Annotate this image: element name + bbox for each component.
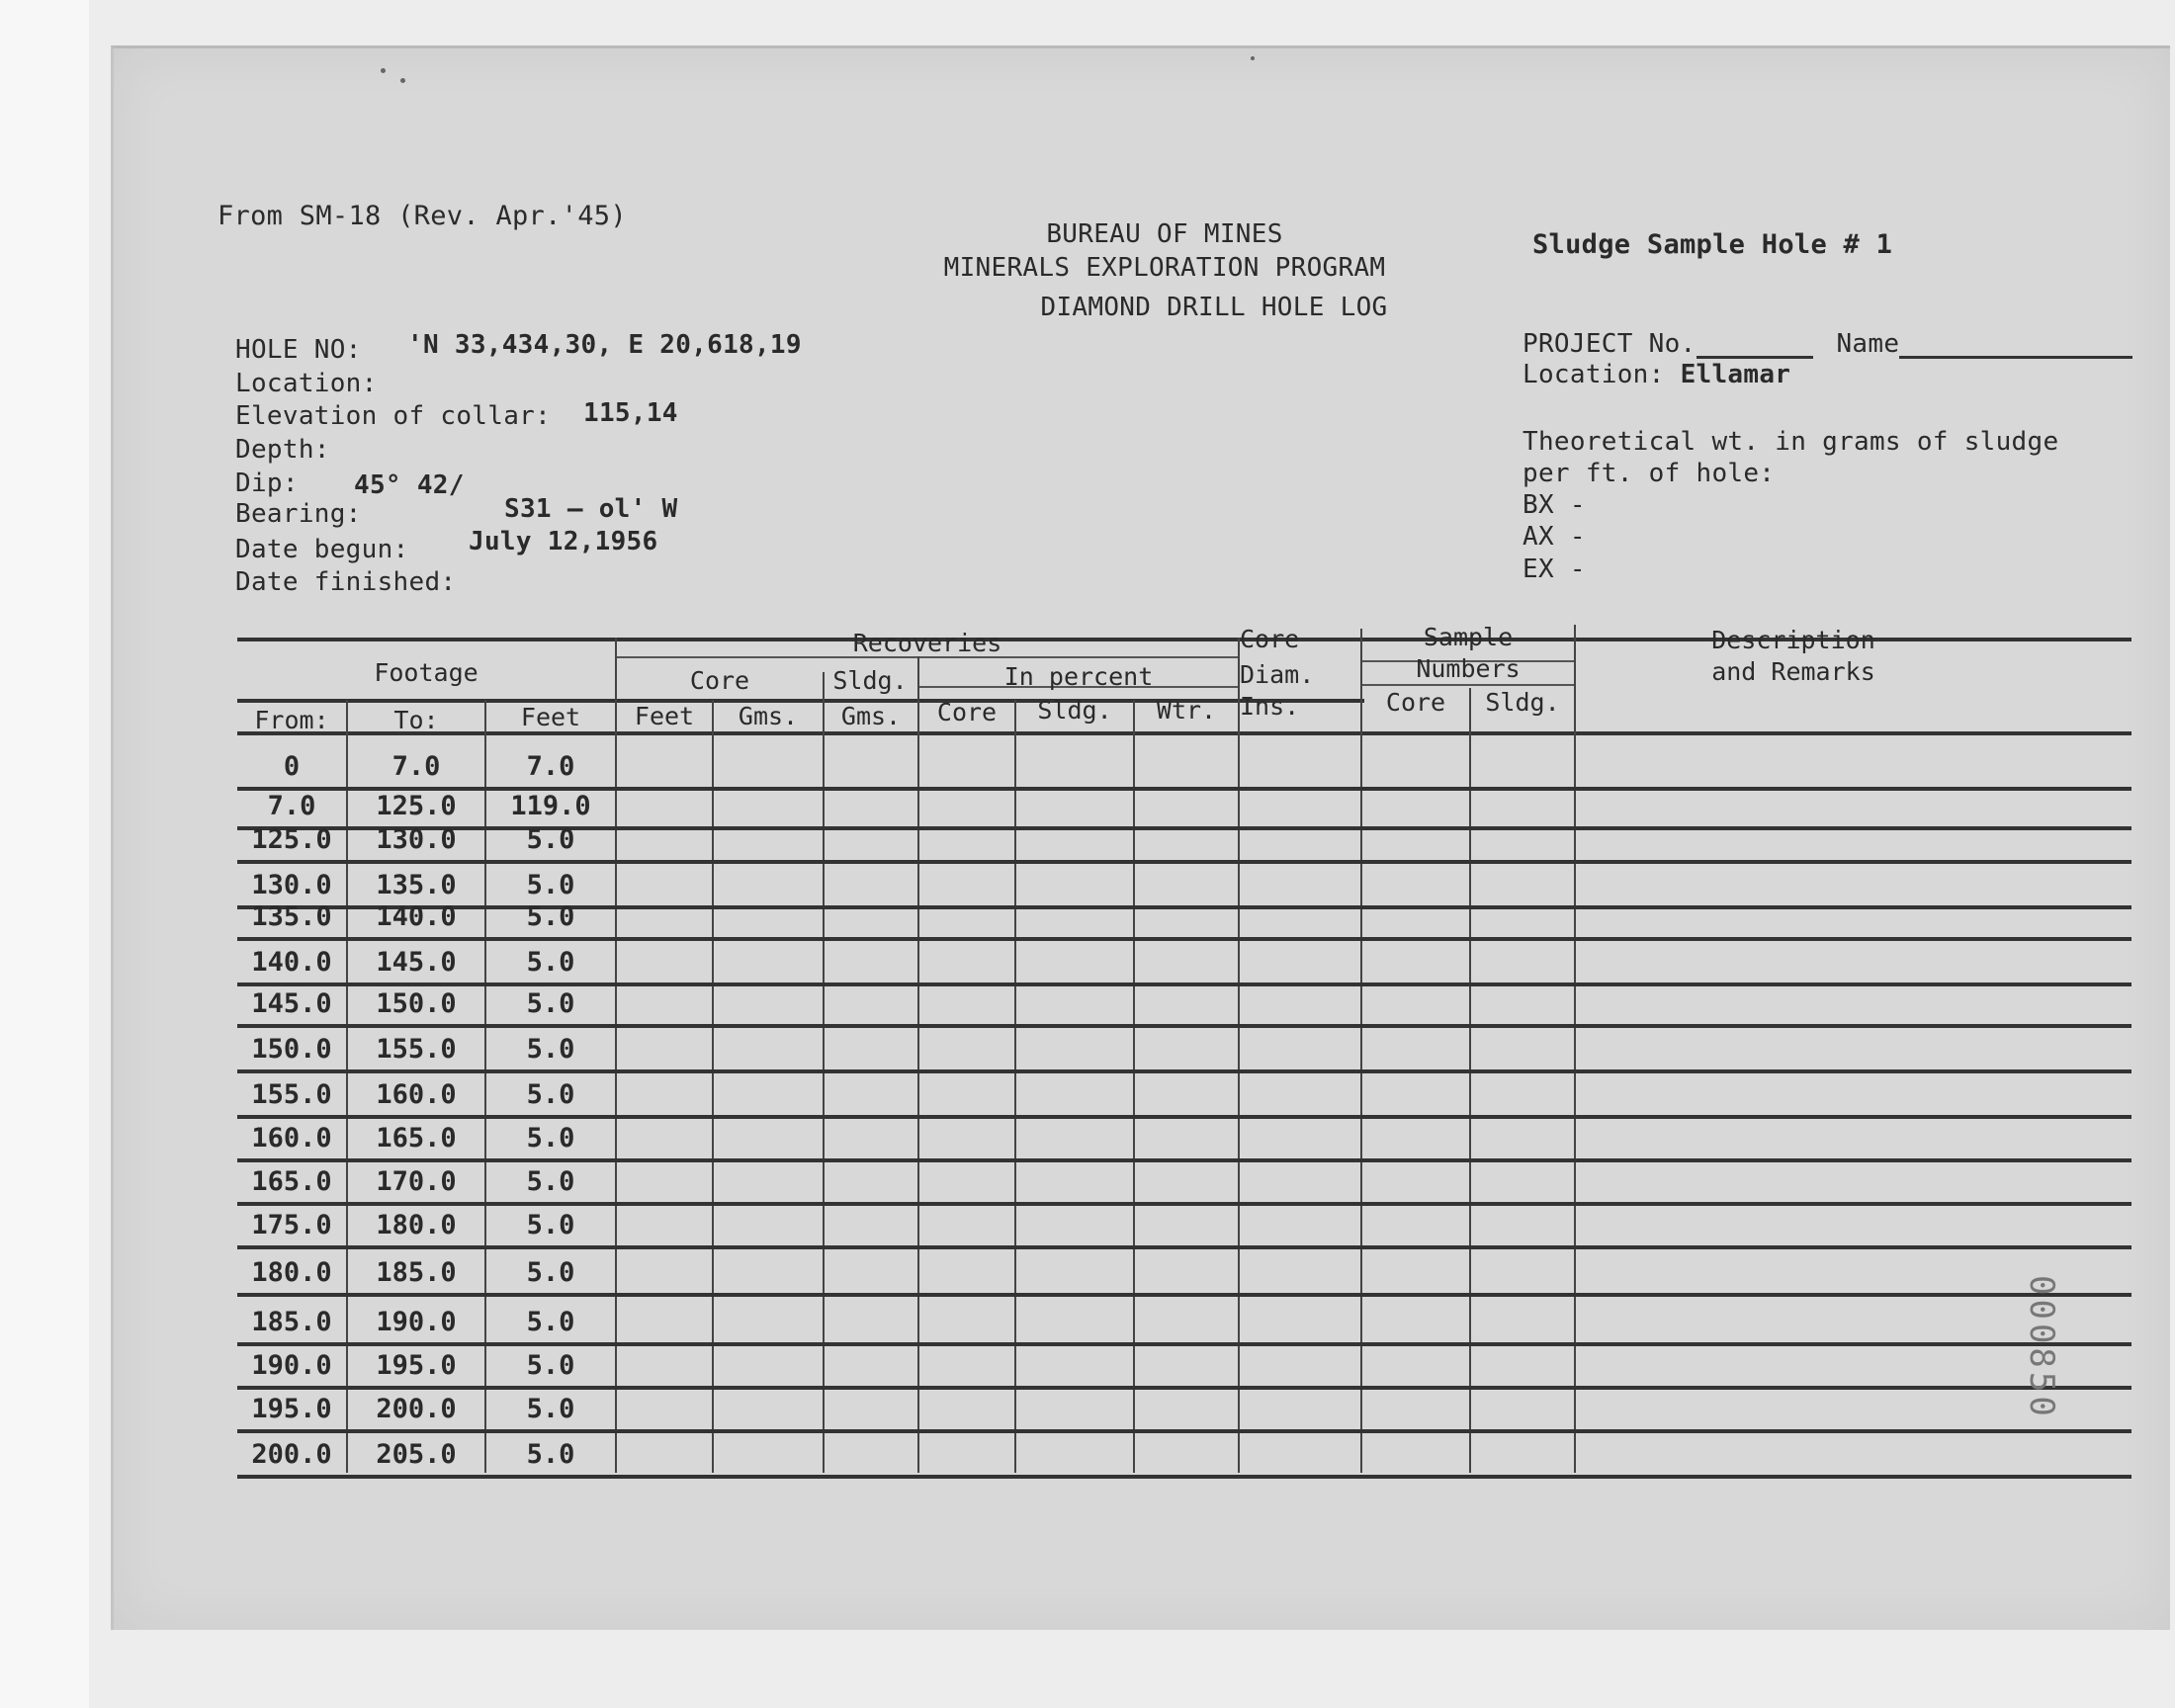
feet-header: Feet xyxy=(520,703,581,731)
date-begun-label: Date begun: xyxy=(235,535,409,564)
row-to: 195.0 xyxy=(376,1350,457,1381)
row-rule xyxy=(237,1245,2132,1249)
row-feet: 5.0 xyxy=(526,1123,575,1153)
elevation-value: 115,14 xyxy=(583,398,678,428)
from-header: From: xyxy=(254,706,329,734)
row-to: 180.0 xyxy=(376,1210,457,1240)
row-to: 170.0 xyxy=(376,1166,457,1197)
sample-title: Sludge Sample Hole # 1 xyxy=(1532,229,1893,260)
row-rule xyxy=(237,982,2132,986)
theoretical-bx: BX - xyxy=(1522,490,1586,520)
row-rule xyxy=(237,1386,2132,1390)
date-finished-label: Date finished: xyxy=(235,567,457,597)
theoretical-ax: AX - xyxy=(1522,522,1586,552)
core-group-header: Core xyxy=(689,666,750,695)
row-feet: 5.0 xyxy=(526,1439,575,1470)
pct-core-header: Core xyxy=(936,698,998,726)
project-location-value: Ellamar xyxy=(1680,360,1791,389)
recoveries-header: Recoveries xyxy=(852,629,1002,657)
theoretical-ex: EX - xyxy=(1522,555,1586,584)
col-divider xyxy=(1014,700,1016,1473)
row-feet: 7.0 xyxy=(526,751,575,782)
row-feet: 5.0 xyxy=(526,824,575,855)
bearing-label: Bearing: xyxy=(235,499,362,529)
row-from: 135.0 xyxy=(251,901,332,932)
col-divider xyxy=(615,638,617,1473)
col-divider xyxy=(1469,688,1471,1473)
row-from: 145.0 xyxy=(251,988,332,1019)
row-feet: 5.0 xyxy=(526,1350,575,1381)
row-from: 180.0 xyxy=(251,1257,332,1288)
speck-mark xyxy=(400,78,405,83)
row-to: 190.0 xyxy=(376,1307,457,1337)
row-to: 165.0 xyxy=(376,1123,457,1153)
project-location-label: Location: xyxy=(1522,360,1665,389)
sample-header-2: Numbers xyxy=(1416,654,1521,683)
row-rule xyxy=(237,1429,2132,1433)
project-no-field[interactable] xyxy=(1696,326,1813,359)
dip-label: Dip: xyxy=(235,469,299,498)
project-no-label: PROJECT No. xyxy=(1522,329,1696,359)
row-to: 135.0 xyxy=(376,870,457,900)
col-divider xyxy=(1133,700,1135,1473)
row-to: 145.0 xyxy=(376,947,457,978)
row-feet: 5.0 xyxy=(526,901,575,932)
sample-header-1: Sample xyxy=(1423,623,1514,651)
bearing-value: S31 – ol' W xyxy=(504,494,678,524)
col-divider xyxy=(1238,638,1240,1473)
row-rule xyxy=(237,1069,2132,1073)
row-from: 155.0 xyxy=(251,1079,332,1110)
numbers-rule xyxy=(1362,684,1574,686)
row-from: 200.0 xyxy=(251,1439,332,1470)
project-no-row xyxy=(1522,326,2132,359)
scan-margin xyxy=(0,0,89,1708)
num-sldg-header: Sldg. xyxy=(1485,688,1560,717)
row-from: 160.0 xyxy=(251,1123,332,1153)
core-diam-header-2: Diam. xyxy=(1240,660,1315,689)
col-divider xyxy=(712,700,714,1473)
header-bottom-rule xyxy=(237,731,2132,735)
row-from: 150.0 xyxy=(251,1034,332,1065)
row-rule xyxy=(237,1115,2132,1119)
row-to: 155.0 xyxy=(376,1034,457,1065)
row-to: 205.0 xyxy=(376,1439,457,1470)
description-header-1: Description xyxy=(1711,626,1875,654)
row-feet: 5.0 xyxy=(526,1307,575,1337)
date-begun-value: July 12,1956 xyxy=(469,527,658,556)
sldg-group-header: Sldg. xyxy=(832,666,908,695)
row-to: 140.0 xyxy=(376,901,457,932)
row-rule xyxy=(237,1475,2132,1479)
ins-header: Ins. xyxy=(1240,692,1300,721)
row-feet: 5.0 xyxy=(526,947,575,978)
speck-mark xyxy=(381,68,386,73)
row-to: 200.0 xyxy=(376,1394,457,1424)
row-rule xyxy=(237,1293,2132,1297)
col-divider xyxy=(917,656,919,1473)
name-label: Name xyxy=(1836,329,1900,359)
row-to: 160.0 xyxy=(376,1079,457,1110)
row-rule xyxy=(237,1202,2132,1206)
theoretical-line-1: Theoretical wt. in grams of sludge xyxy=(1522,427,2059,457)
description-header-2: and Remarks xyxy=(1711,657,1875,686)
core-gms-header: Gms. xyxy=(738,702,799,730)
row-rule xyxy=(237,860,2132,864)
footage-header: Footage xyxy=(374,658,478,687)
row-feet: 5.0 xyxy=(526,870,575,900)
location-label: Location: xyxy=(235,369,378,398)
row-from: 130.0 xyxy=(251,870,332,900)
row-from: 125.0 xyxy=(251,824,332,855)
depth-label: Depth: xyxy=(235,435,330,465)
row-feet: 5.0 xyxy=(526,1394,575,1424)
row-from: 195.0 xyxy=(251,1394,332,1424)
row-rule xyxy=(237,1158,2132,1162)
row-feet: 5.0 xyxy=(526,1079,575,1110)
agency-line-2: MINERALS EXPLORATION PROGRAM xyxy=(943,253,1386,283)
in-percent-header: In percent xyxy=(1003,662,1154,691)
row-to: 125.0 xyxy=(376,791,457,821)
row-feet: 5.0 xyxy=(526,1034,575,1065)
row-rule xyxy=(237,1342,2132,1346)
hole-no-value: 'N 33,434,30, E 20,618,19 xyxy=(407,330,802,360)
row-rule xyxy=(237,937,2132,941)
core-diam-header-1: Core xyxy=(1240,625,1300,653)
agency-line-1: BUREAU OF MINES xyxy=(1046,219,1283,249)
row-from: 185.0 xyxy=(251,1307,332,1337)
pct-wtr-header: Wtr. xyxy=(1156,696,1217,725)
elevation-label: Elevation of collar: xyxy=(235,401,552,431)
core-feet-header: Feet xyxy=(634,702,695,730)
project-location xyxy=(1522,360,1790,389)
row-rule xyxy=(237,1024,2132,1028)
dip-value: 45° 42/ xyxy=(354,470,465,500)
num-core-header: Core xyxy=(1385,688,1446,717)
form-id: From SM-18 (Rev. Apr.'45) xyxy=(218,201,627,231)
row-from: 0 xyxy=(283,751,301,782)
sldg-gms-header: Gms. xyxy=(840,702,902,730)
row-from: 7.0 xyxy=(267,791,316,821)
row-from: 175.0 xyxy=(251,1210,332,1240)
hole-no-label: HOLE NO: xyxy=(235,335,362,365)
row-from: 190.0 xyxy=(251,1350,332,1381)
row-feet: 5.0 xyxy=(526,1210,575,1240)
name-field[interactable] xyxy=(1899,326,2132,359)
row-feet: 5.0 xyxy=(526,988,575,1019)
to-header: To: xyxy=(393,706,439,734)
row-to: 7.0 xyxy=(392,751,441,782)
row-from: 140.0 xyxy=(251,947,332,978)
row-to: 185.0 xyxy=(376,1257,457,1288)
pct-sldg-header: Sldg. xyxy=(1037,696,1112,725)
row-feet: 5.0 xyxy=(526,1166,575,1197)
row-feet: 5.0 xyxy=(526,1257,575,1288)
row-from: 165.0 xyxy=(251,1166,332,1197)
speck-mark xyxy=(1251,56,1255,60)
row-feet: 119.0 xyxy=(510,791,591,821)
row-to: 150.0 xyxy=(376,988,457,1019)
page-stamp: 000850 xyxy=(2022,1275,2061,1420)
row-to: 130.0 xyxy=(376,824,457,855)
theoretical-line-2: per ft. of hole: xyxy=(1522,459,1776,488)
agency-line-3: DIAMOND DRILL HOLE LOG xyxy=(1040,293,1388,322)
